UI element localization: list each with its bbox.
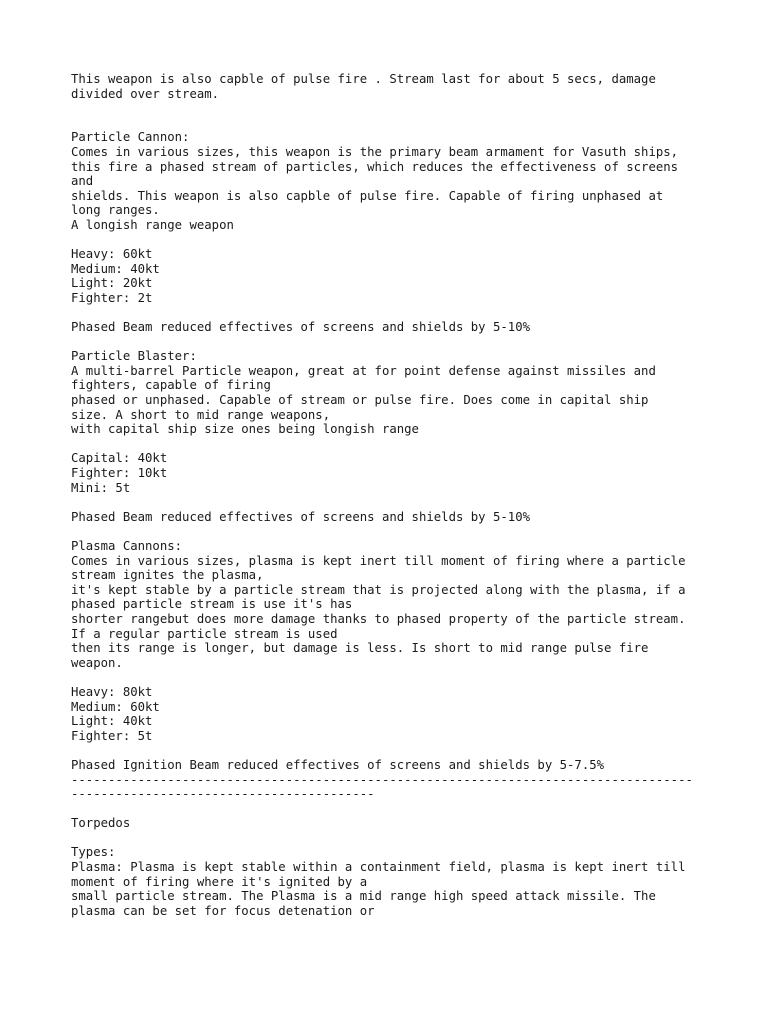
text-line: small particle stream. The Plasma is a mid range high speed attack missile. The	[71, 889, 656, 904]
text-line	[71, 743, 711, 758]
document-page	[71, 72, 711, 918]
text-line: -----------------------------------------	[71, 787, 375, 802]
text-line: divided over stream.	[71, 86, 220, 101]
text-line: Fighter: 10kt	[71, 466, 168, 481]
text-line: phased or unphased. Capable of stream or pulse fire. Does come in capital ship	[71, 393, 649, 408]
text-line: Plasma: Plasma is kept stable within a containment field, plasma is kept inert till	[71, 860, 686, 875]
text-line: Comes in various sizes, this weapon is the primary beam armament for Vasuth ships,	[71, 144, 679, 159]
text-line: it's kept stable by a particle stream that is projected along with the plasma, if a	[71, 582, 686, 597]
text-line: This weapon is also capble of pulse fire . Stream last for about 5 secs, damage	[71, 72, 656, 86]
text-line: fighters, capable of firing	[71, 378, 271, 393]
text-line: If a regular particle stream is used	[71, 626, 338, 641]
text-line: then its range is longer, but damage is less. Is short to mid range pulse fire	[71, 641, 649, 656]
text-line: and	[71, 174, 94, 189]
text-line: size. A short to mid range weapons,	[71, 407, 331, 422]
text-line: long ranges.	[71, 203, 160, 218]
text-line: Phased Beam reduced effectives of screens and shields by 5-10%	[71, 320, 531, 335]
text-line: shorter rangebut does more damage thanks to phased property of the particle stream.	[71, 611, 686, 626]
text-line: Particle Cannon:	[71, 130, 190, 145]
text-line	[71, 524, 711, 539]
text-line: A longish range weapon	[71, 217, 234, 232]
text-line: A multi-barrel Particle weapon, great at for point defense against missiles and	[71, 363, 656, 378]
text-line: ------------------------------------------------------------------------------------	[71, 772, 693, 787]
text-line: Mini: 5t	[71, 480, 131, 495]
text-line	[71, 437, 711, 452]
text-line: Light: 40kt	[71, 714, 153, 729]
text-line: plasma can be set for focus detenation or	[71, 903, 375, 918]
text-line: stream ignites the plasma,	[71, 568, 264, 583]
text-line: Light: 20kt	[71, 276, 153, 291]
text-line	[71, 101, 711, 116]
text-line: Heavy: 80kt	[71, 684, 153, 699]
text-line	[71, 831, 711, 846]
text-line: phased particle stream is use it's has	[71, 597, 353, 612]
text-line: Phased Beam reduced effectives of screens and shields by 5-10%	[71, 509, 531, 524]
text-line: Plasma Cannons:	[71, 539, 183, 553]
text-line: Fighter: 5t	[71, 728, 153, 743]
text-line: moment of firing where it's ignited by a	[71, 874, 368, 889]
text-line: with capital ship size ones being longish range	[71, 422, 419, 437]
text-line: Medium: 40kt	[71, 261, 160, 276]
text-line: Types:	[71, 845, 116, 860]
text-line	[71, 233, 711, 248]
text-line: Medium: 60kt	[71, 699, 160, 714]
text-line: Phased Ignition Beam reduced effectives of screens and shields by 5-7.5%	[71, 757, 605, 772]
text-line: Comes in various sizes, plasma is kept inert till moment of firing where a particle	[71, 553, 686, 568]
text-line	[71, 116, 711, 131]
text-line	[71, 306, 711, 321]
text-line: weapon.	[71, 655, 123, 670]
text-line: Fighter: 2t	[71, 290, 153, 305]
text-line: Torpedos	[71, 816, 131, 831]
text-line: Heavy: 60kt	[71, 247, 153, 262]
text-line: shields. This weapon is also capble of pulse fire. Capable of firing unphased at	[71, 188, 664, 203]
text-line: this fire a phased stream of particles, which reduces the effectiveness of screens	[71, 159, 679, 174]
text-line: Particle Blaster:	[71, 349, 197, 364]
text-line: Capital: 40kt	[71, 451, 168, 466]
text-line	[71, 335, 711, 350]
text-line	[71, 802, 711, 817]
text-line	[71, 495, 711, 510]
text-line	[71, 670, 711, 685]
